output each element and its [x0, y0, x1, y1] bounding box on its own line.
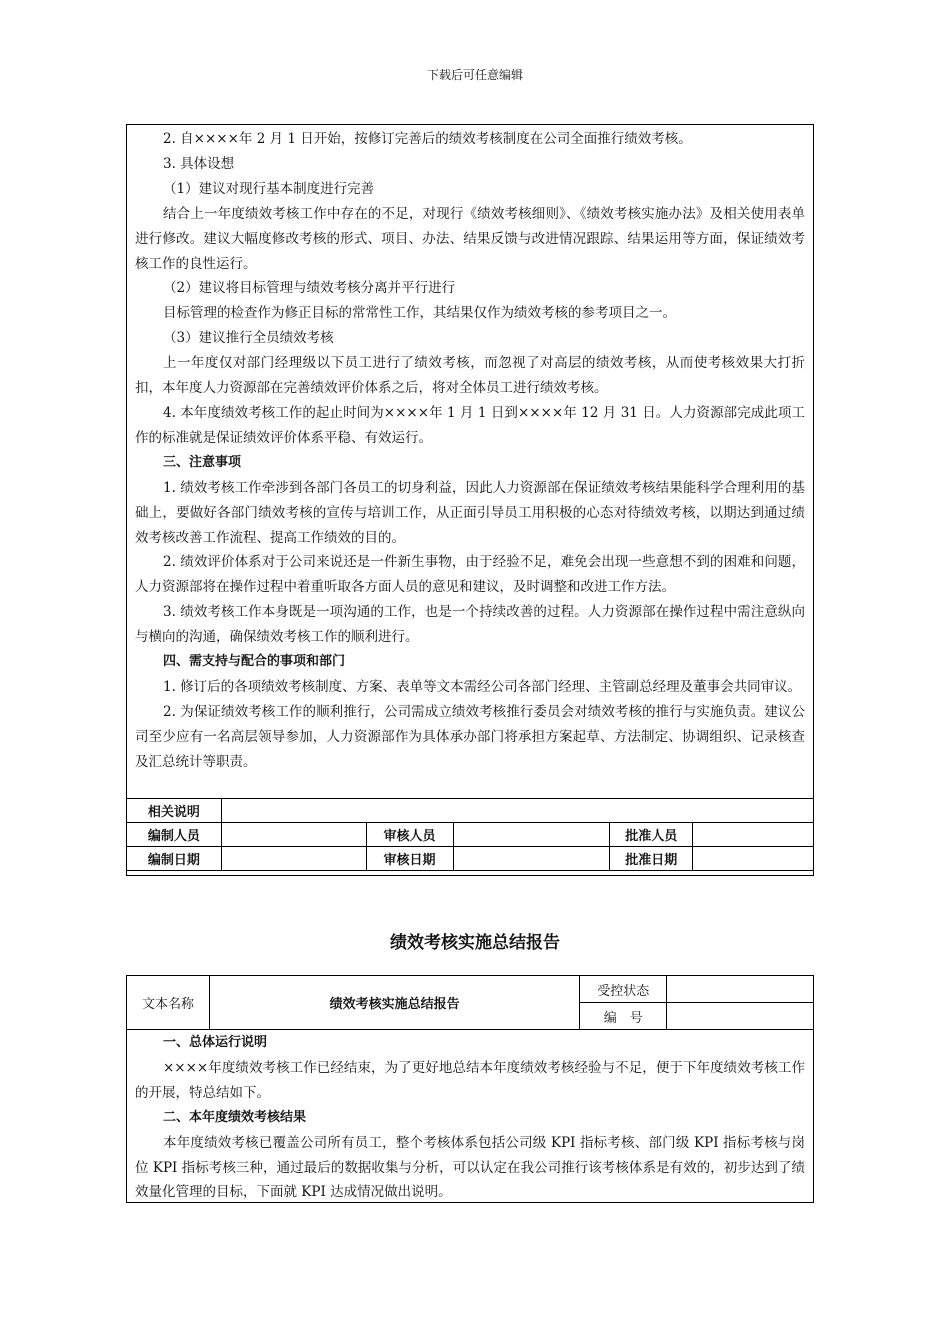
paragraph: 2. 自××××年 2 月 1 日开始，按修订完善后的绩效考核制度在公司全面推行绩效考核。	[163, 131, 692, 147]
doc2-box	[126, 975, 814, 1203]
doc2-text	[127, 1031, 813, 1205]
doc-number-label: 编 号	[580, 1003, 667, 1030]
doc-name-label: 文本名称	[127, 976, 210, 1030]
paragraph: 3. 绩效考核工作本身既是一项沟通的工作，也是一个持续改善的过程。人力资源部在操作过程中需注意纵向与横向的沟通，确保绩效考核工作的顺利进行。	[135, 604, 805, 646]
paragraph: 2. 绩效评价体系对于公司来说还是一件新生事物，由于经验不足，难免会出现一些意想不到的困难和问题，人力资源部将在操作过程中着重听取各方面人员的意见和建议，及时调整和改进工作方法。	[135, 554, 805, 596]
header-note: 下载后可任意编辑	[426, 68, 523, 82]
doc-number-value[interactable]	[667, 1003, 814, 1030]
section1-box	[126, 124, 814, 876]
review-date-value[interactable]	[453, 847, 610, 871]
paragraph: （3）建议推行全员绩效考核	[163, 330, 334, 347]
paragraph: 目标管理的检查作为修正目标的常常性工作，其结果仅作为绩效考核的参考项目之一。	[163, 305, 676, 322]
preparer-label: 编制人员	[127, 823, 222, 847]
reviewer-value[interactable]	[453, 823, 610, 847]
control-status-value[interactable]	[667, 976, 814, 1003]
section-heading: 二、本年度绩效考核结果	[163, 1109, 307, 1125]
approver-label: 批准人员	[610, 823, 693, 847]
related-value[interactable]	[221, 799, 813, 823]
doc2-header-table	[126, 975, 814, 1030]
paragraph: 4. 本年度绩效考核工作的起止时间为××××年 1 月 1 日到××××年 12 月 31 日。人力资源部完成此项工作的标准就是保证绩效评价体系平稳、有效运行。	[135, 404, 805, 446]
signoff-table	[126, 798, 814, 871]
paragraph: 结合上一年度绩效考核工作中存在的不足，对现行《绩效考核细则》、《绩效考核实施办法》及相关使用表单进行修改。建议大幅度修改考核的形式、项目、办法、结果反馈与改进情况跟踪、结果运用等方面，保证绩效考核工作的良性运行。	[135, 205, 805, 272]
approver-value[interactable]	[693, 823, 814, 847]
prep-date-value[interactable]	[221, 847, 366, 871]
paragraph: 上一年度仅对部门经理级以下员工进行了绩效考核，而忽视了对高层的绩效考核，从而使考核效果大打折扣，本年度人力资源部在完善绩效评价体系之后，将对全体员工进行绩效考核。	[135, 355, 805, 397]
related-label: 相关说明	[127, 799, 222, 823]
paragraph: 本年度绩效考核已覆盖公司所有员工，整个考核体系包括公司级 KPI 指标考核、部门级 KPI 指标考核与岗位 KPI 指标考核三种，通过最后的数据收集与分析，可以认定在我公司推行该考核体系是有效的，初步达到了绩效量化管理的目标，下面就 KPI 达成情况做出说明。	[135, 1134, 805, 1201]
reviewer-label: 审核人员	[366, 823, 453, 847]
approve-date-value[interactable]	[693, 847, 814, 871]
section1-text	[127, 125, 813, 775]
paragraph: 1. 绩效考核工作牵涉到各部门各员工的切身利益，因此人力资源部在保证绩效考核结果能科学合理利用的基础上，要做好各部门绩效考核的宣传与培训工作，从正面引导员工用积极的心态对待绩效考核，以期达到通过绩效考核改善工作流程、提高工作绩效的目的。	[135, 479, 805, 546]
paragraph: 2. 为保证绩效考核工作的顺利推行，公司需成立绩效考核推行委员会对绩效考核的推行与实施负责。建议公司至少应有一名高层领导参加，人力资源部作为具体承办部门将承担方案起草、方法制定、协调组织、记录核查及汇总统计等职责。	[135, 703, 805, 770]
paragraph: （2）建议将目标管理与绩效考核分离并平行进行	[163, 280, 456, 297]
approve-date-label: 批准日期	[610, 847, 693, 871]
control-status-label: 受控状态	[580, 976, 667, 1003]
paragraph: 1. 修订后的各项绩效考核制度、方案、表单等文本需经公司各部门经理、主管副总经理及董事会共同审议。	[163, 678, 802, 695]
section-heading: 三、注意事项	[163, 454, 242, 470]
doc-name-value: 绩效考核实施总结报告	[209, 976, 579, 1030]
preparer-value[interactable]	[221, 823, 366, 847]
review-date-label: 审核日期	[366, 847, 453, 871]
paragraph: ××××年度绩效考核工作已经结束，为了更好地总结本年度绩效考核经验与不足，便于下年度绩效考核工作的开展，特总结如下。	[135, 1059, 805, 1101]
paragraph: （1）建议对现行基本制度进行完善	[163, 180, 375, 197]
doc2-title: 绩效考核实施总结报告	[390, 933, 560, 953]
prep-date-label: 编制日期	[127, 847, 222, 871]
paragraph: 3. 具体设想	[163, 155, 235, 172]
section-heading: 四、需支持与配合的事项和部门	[163, 654, 346, 670]
section-heading: 一、总体运行说明	[163, 1035, 268, 1050]
